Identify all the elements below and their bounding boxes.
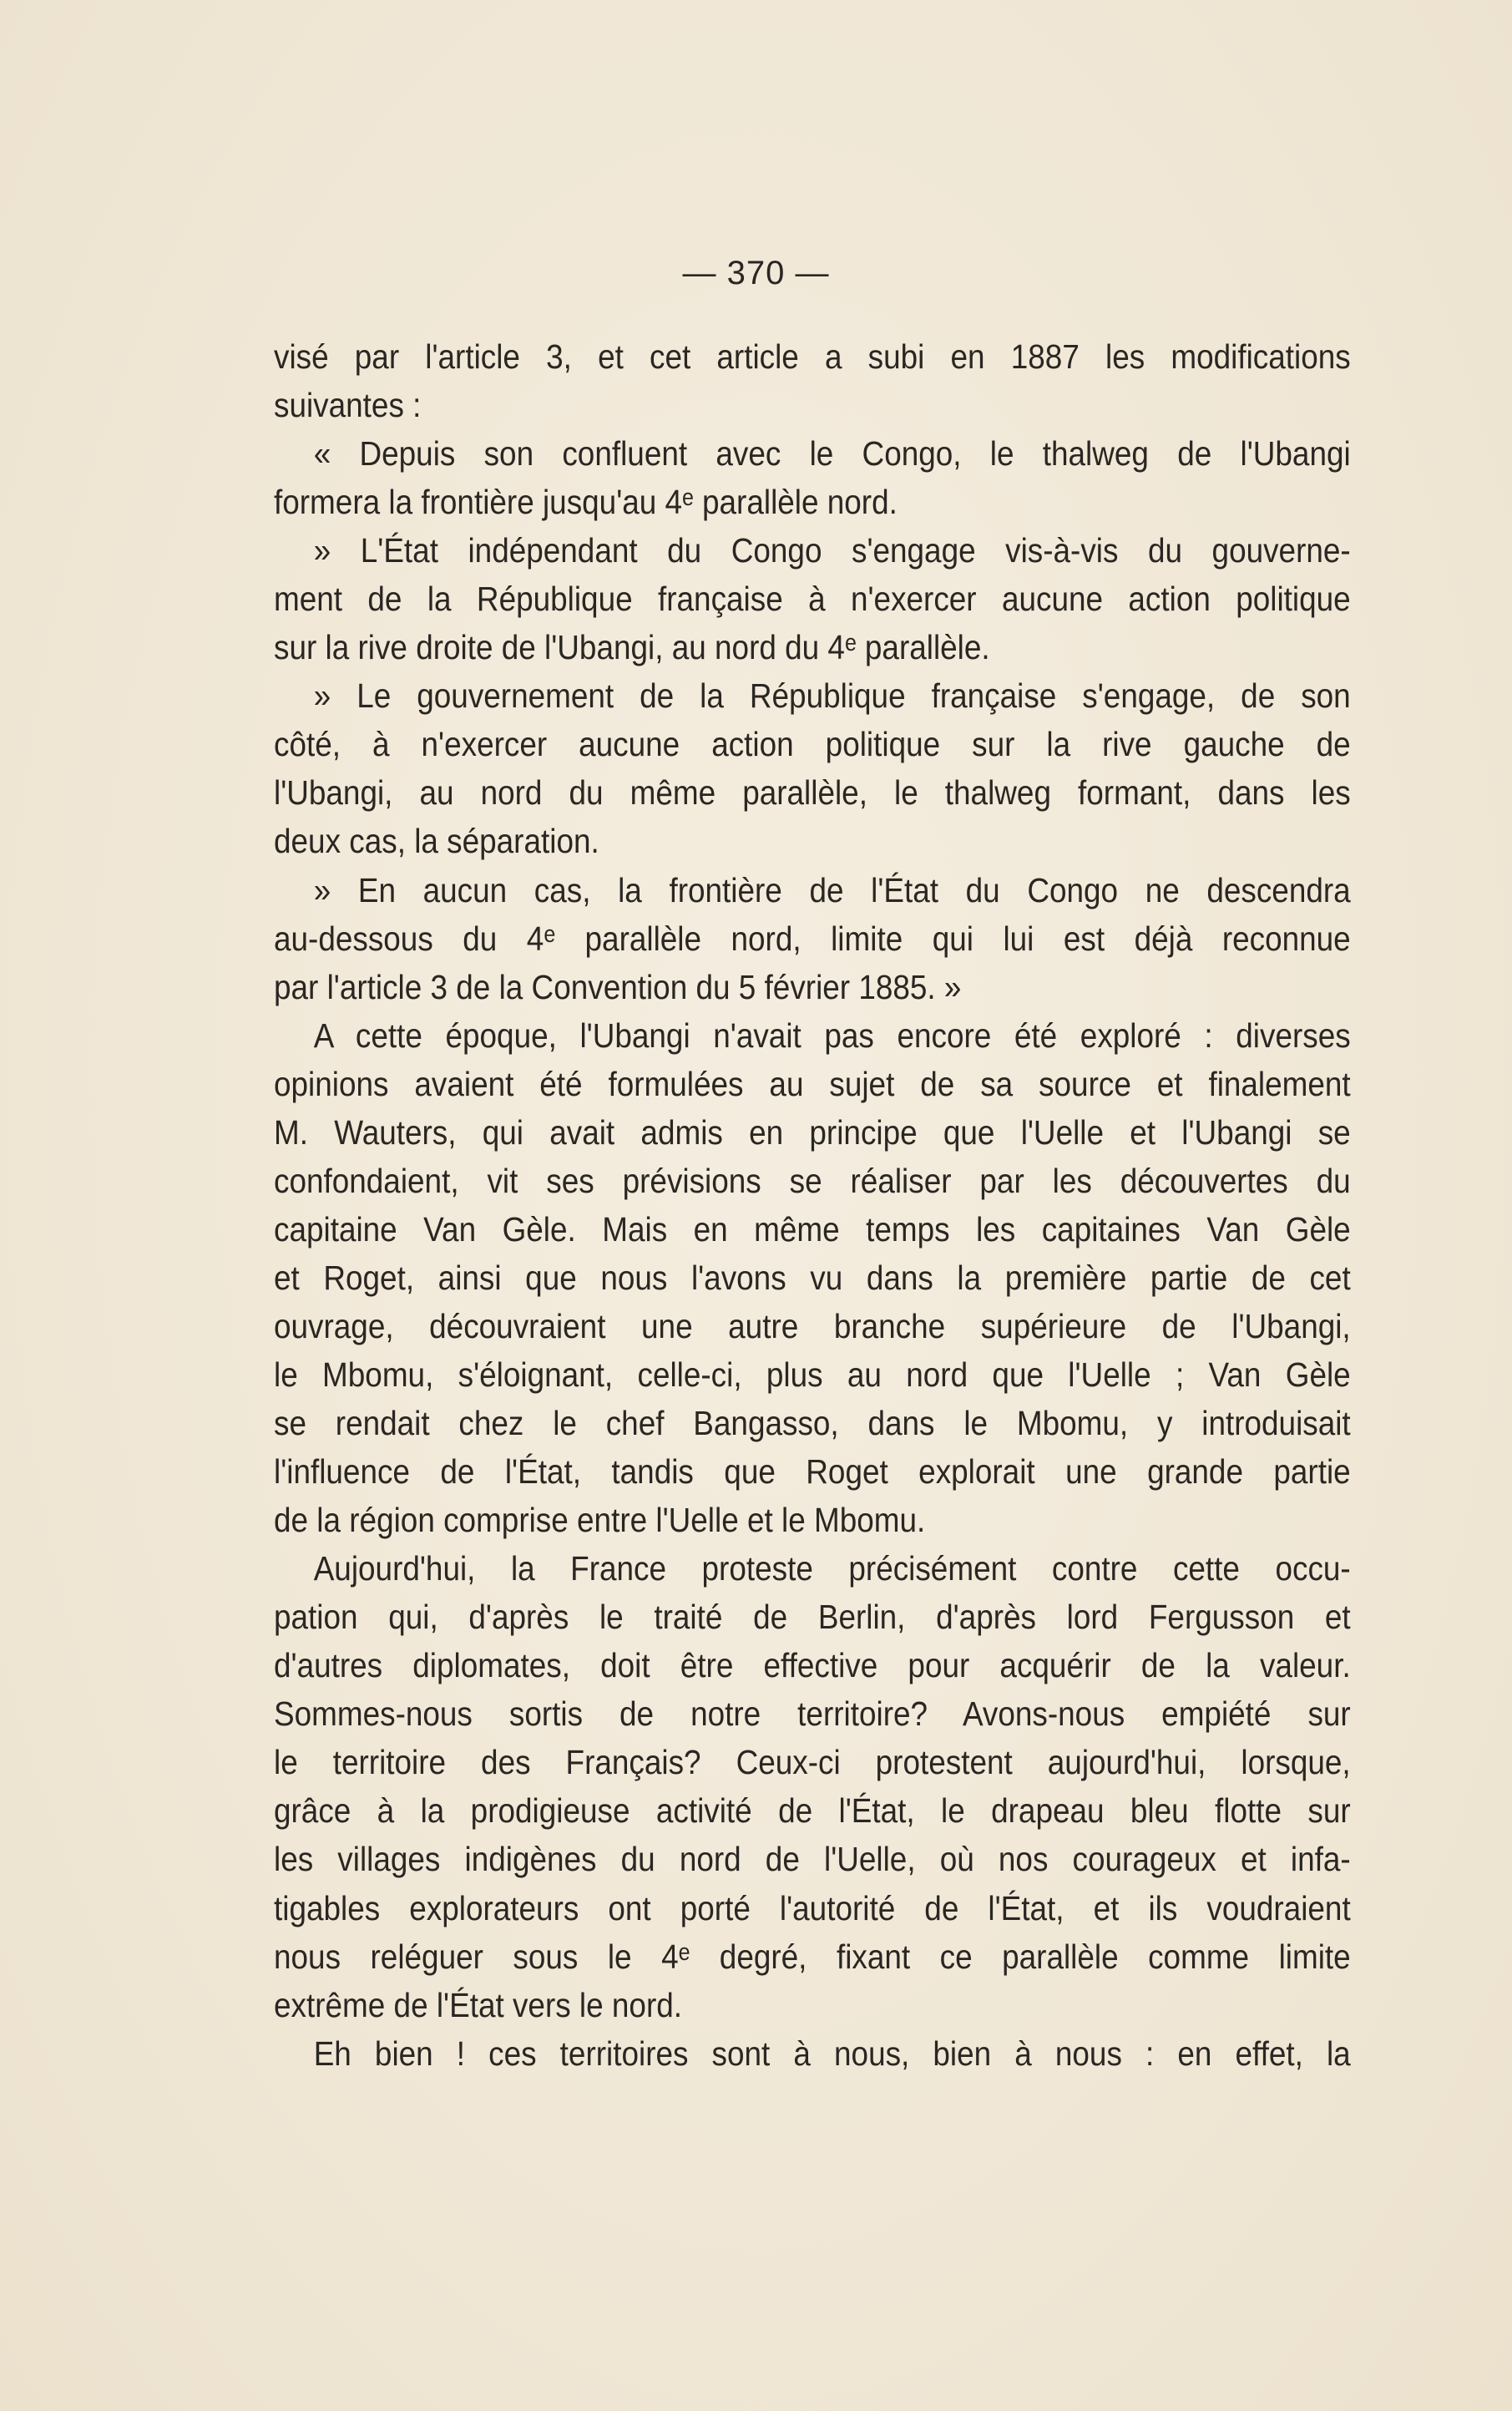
text-line: côté, à n'exercer aucune action politique sur la rive gauche de xyxy=(274,725,1351,764)
text-line: » Le gouvernement de la République française s'engage, de son xyxy=(313,676,1351,716)
text-line: au-dessous du 4ᵉ parallèle nord, limite qui lui est déjà reconnue xyxy=(274,919,1351,958)
text-line: ouvrage, découvraient une autre branche supérieure de l'Ubangi, xyxy=(274,1306,1351,1345)
text-line: extrême de l'État vers le nord. xyxy=(274,1985,683,2024)
text-line: suivantes : xyxy=(274,386,422,425)
text-line: Aujourd'hui, la France proteste précisément contre cette occu- xyxy=(313,1549,1351,1588)
text-line: nous reléguer sous le 4ᵉ degré, fixant ce parallèle comme limite xyxy=(274,1937,1351,1976)
text-line: confondaient, vit ses prévisions se réaliser par les découvertes du xyxy=(274,1161,1351,1200)
text-line: et Roget, ainsi que nous l'avons vu dans la première partie de cet xyxy=(274,1258,1351,1297)
body-text xyxy=(274,332,1351,2078)
text-line: deux cas, la séparation. xyxy=(274,822,599,861)
text-line: visé par l'article 3, et cet article a subi en 1887 les modifications xyxy=(274,337,1351,376)
text-line: le territoire des Français? Ceux-ci protestent aujourd'hui, lorsque, xyxy=(274,1743,1351,1782)
text-line: se rendait chez le chef Bangasso, dans le Mbomu, y introduisait xyxy=(274,1404,1351,1443)
text-line: A cette époque, l'Ubangi n'avait pas encore été exploré : diverses xyxy=(313,1016,1351,1055)
page-number: — 370 — xyxy=(682,255,830,291)
text-line: pation qui, d'après le traité de Berlin, d'après lord Fergusson et xyxy=(274,1598,1351,1637)
text-line: de la région comprise entre l'Uelle et le Mbomu. xyxy=(274,1501,926,1540)
text-line: » En aucun cas, la frontière de l'État du Congo ne descendra xyxy=(313,870,1351,909)
text-line: » L'État indépendant du Congo s'engage vis-à-vis du gouverne- xyxy=(313,531,1351,570)
text-line: M. Wauters, qui avait admis en principe que l'Uelle et l'Ubangi se xyxy=(274,1112,1351,1152)
text-line: tigables explorateurs ont porté l'autorité de l'État, et ils voudraient xyxy=(274,1888,1351,1927)
text-line: capitaine Van Gèle. Mais en même temps les capitaines Van Gèle xyxy=(274,1209,1351,1249)
text-line: l'influence de l'État, tandis que Roget explorait une grande partie xyxy=(274,1452,1351,1492)
text-line: formera la frontière jusqu'au 4ᵉ parallèle nord. xyxy=(274,483,898,522)
text-line: Sommes-nous sortis de notre territoire? Avons-nous empiété sur xyxy=(274,1694,1351,1734)
text-line: d'autres diplomates, doit être effective pour acquérir de la valeur. xyxy=(274,1646,1351,1685)
text-line: opinions avaient été formulées au sujet de sa source et finalement xyxy=(274,1064,1351,1103)
text-line: les villages indigènes du nord de l'Uelle, où nos courageux et infa- xyxy=(274,1840,1351,1879)
text-line: l'Ubangi, au nord du même parallèle, le thalweg formant, dans les xyxy=(274,773,1351,813)
text-line: « Depuis son confluent avec le Congo, le thalweg de l'Ubangi xyxy=(313,434,1351,474)
text-line: par l'article 3 de la Convention du 5 février 1885. » xyxy=(274,967,962,1006)
text-line: grâce à la prodigieuse activité de l'État, le drapeau bleu flotte sur xyxy=(274,1791,1351,1831)
text-line: le Mbomu, s'éloignant, celle-ci, plus au nord que l'Uelle ; Van Gèle xyxy=(274,1355,1351,1394)
text-line: Eh bien ! ces territoires sont à nous, bien à nous : en effet, la xyxy=(313,2034,1351,2073)
text-line: ment de la République française à n'exercer aucune action politique xyxy=(274,580,1351,619)
text-line: sur la rive droite de l'Ubangi, au nord du 4ᵉ parallèle. xyxy=(274,628,990,667)
